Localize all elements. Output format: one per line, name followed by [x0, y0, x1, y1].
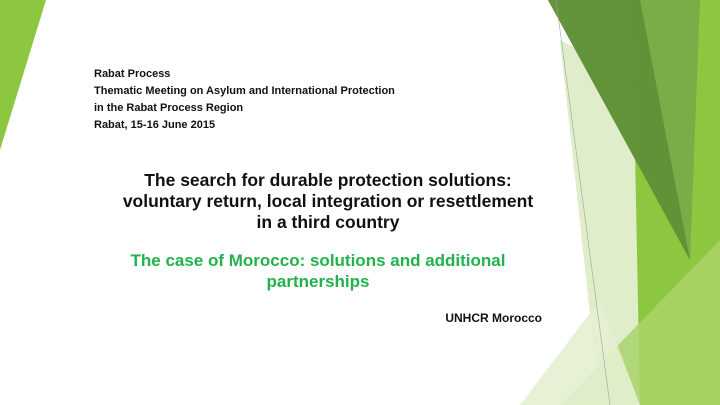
title-line-1: The search for durable protection solutions:: [144, 170, 512, 190]
title-line-2: voluntary return, local integration or resettlement: [122, 191, 534, 211]
subtitle-line-1: The case of Morocco: solutions and additional: [130, 251, 506, 270]
left-edge-triangle: [0, 0, 46, 150]
meta-line-region: in the Rabat Process Region: [94, 102, 244, 114]
presenter: UNHCR Morocco: [445, 311, 542, 325]
subtitle-line-2: partnerships: [266, 272, 370, 291]
meeting-info: [94, 66, 395, 134]
meta-line-meeting: Thematic Meeting on Asylum and International Protection: [94, 85, 395, 97]
meta-line-date: Rabat, 15-16 June 2015: [94, 119, 216, 131]
slide-subtitle: [60, 250, 576, 292]
slide-title: [60, 170, 596, 233]
meta-line-organizer: Rabat Process: [94, 68, 171, 80]
title-line-3: in a third country: [256, 212, 400, 232]
